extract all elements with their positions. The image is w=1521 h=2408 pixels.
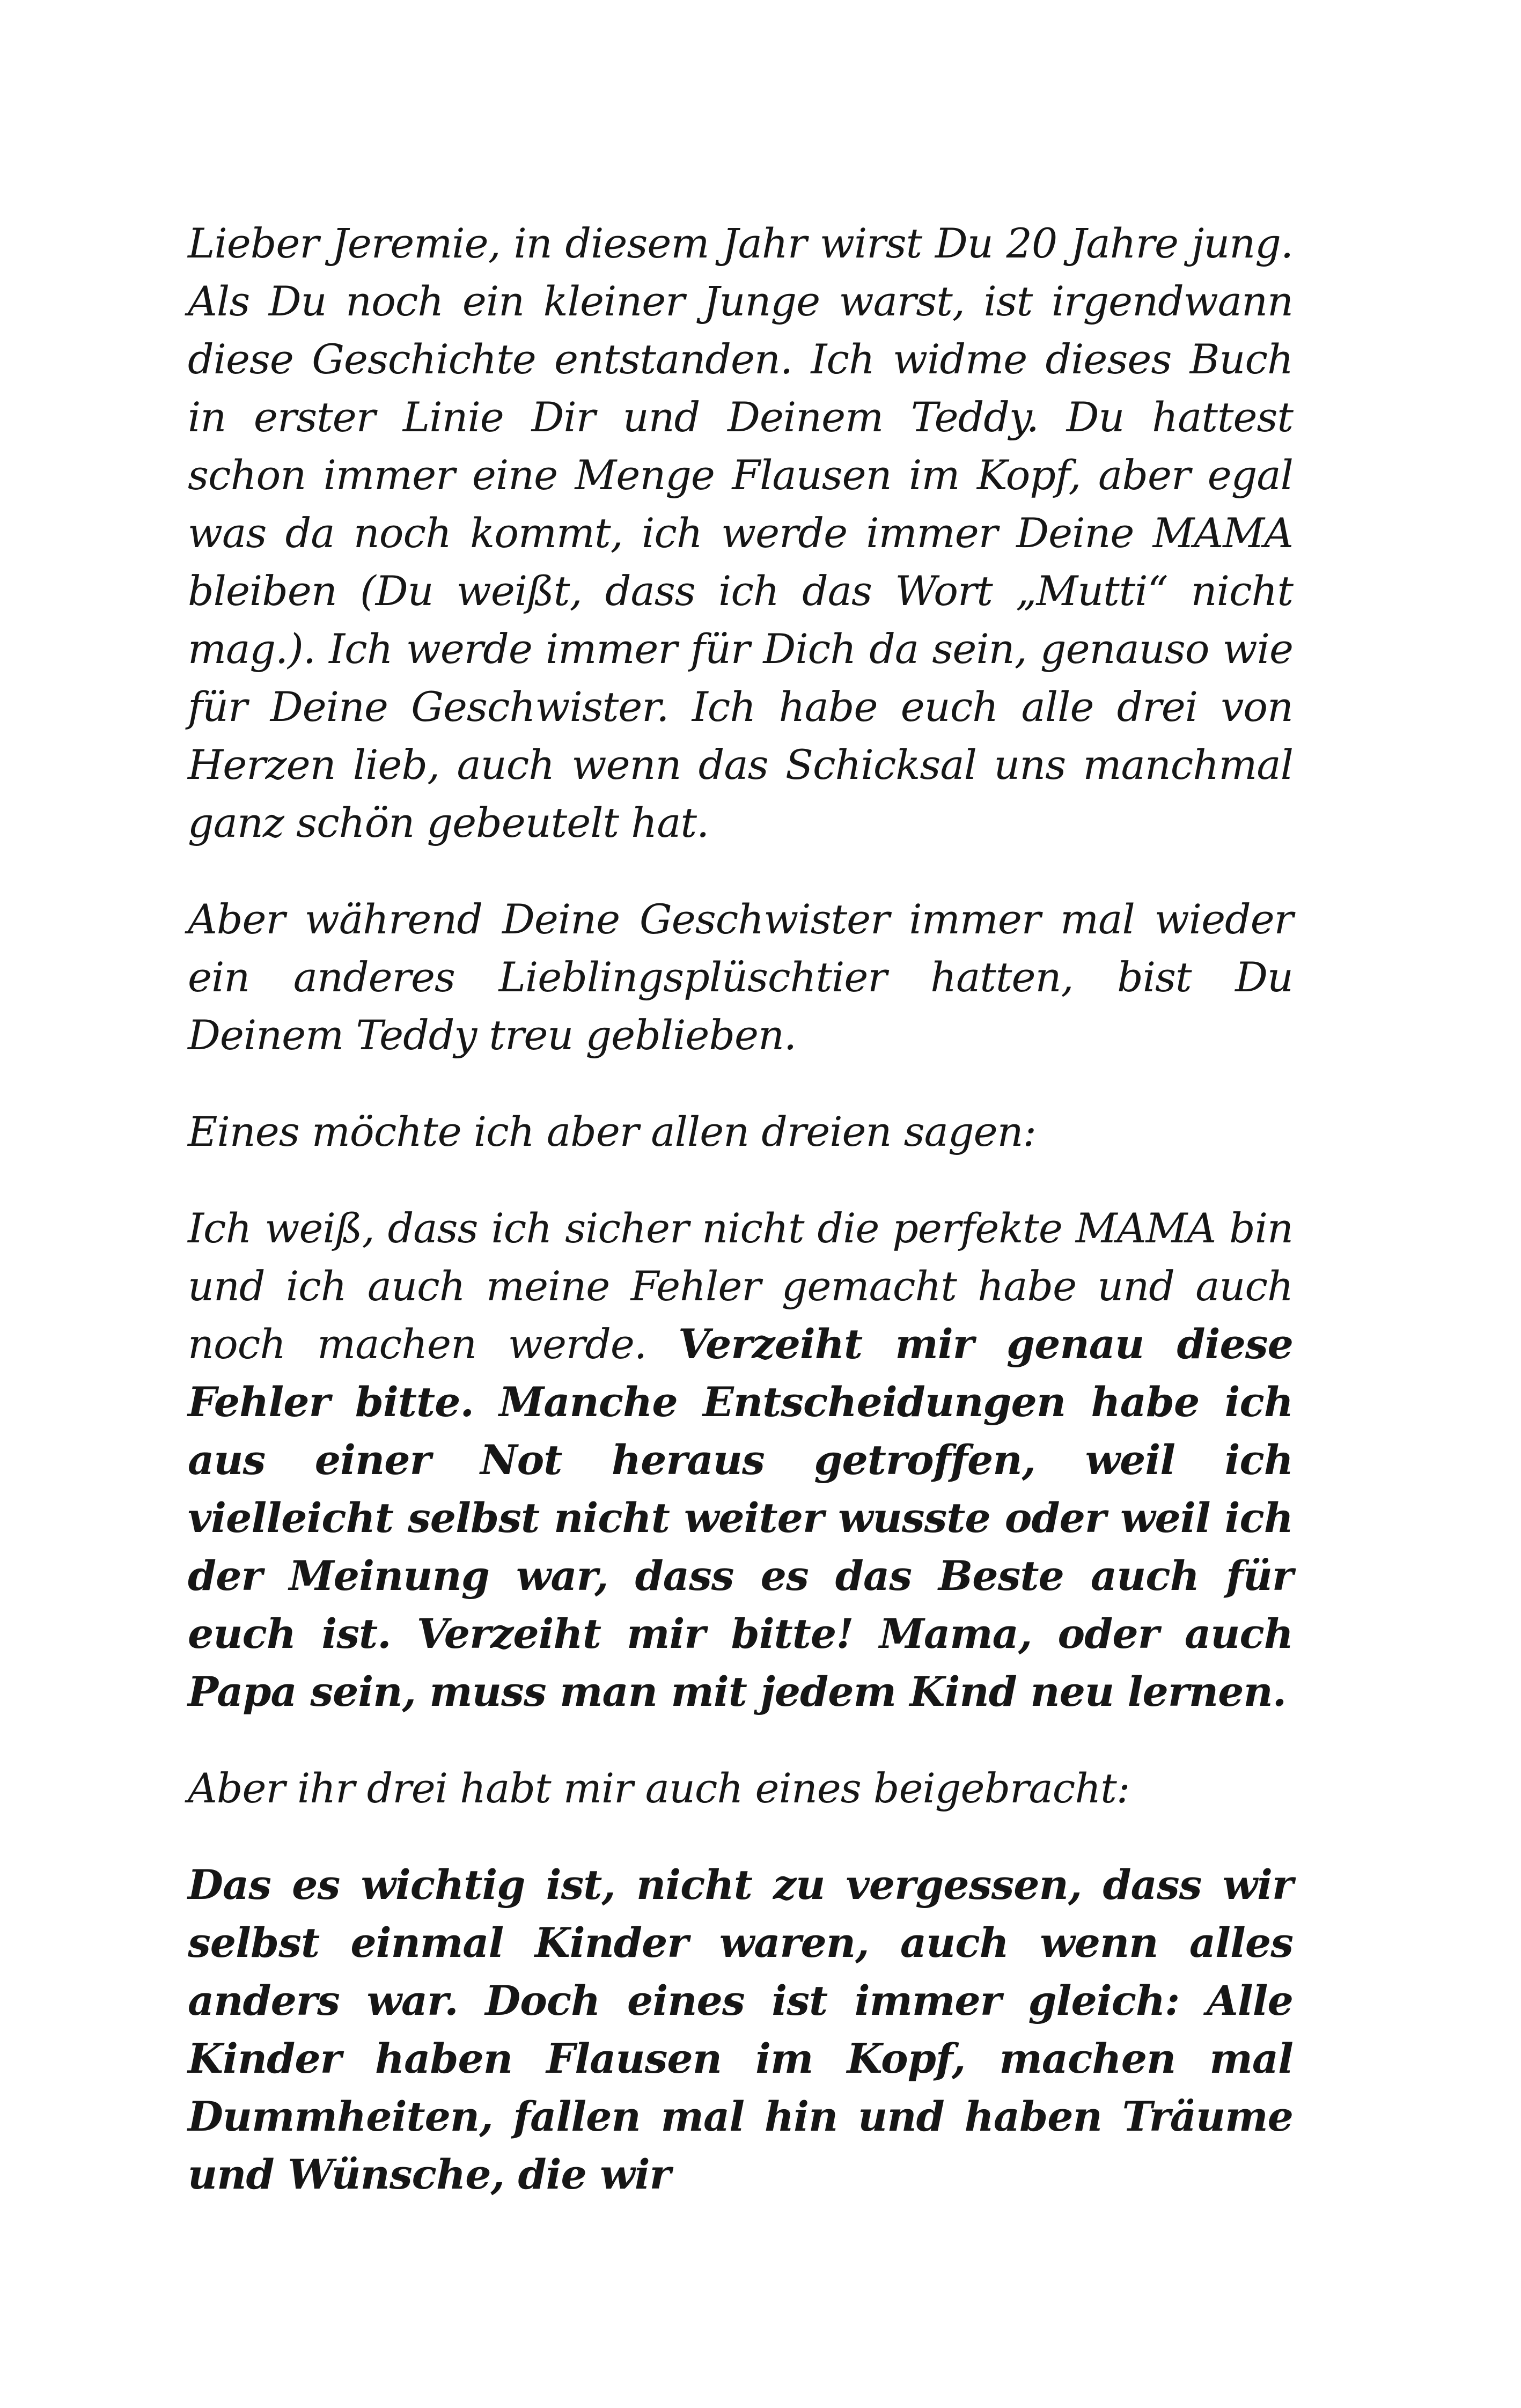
paragraph-text: Ich weiß, dass ich sicher nicht die perfekte MAMA bin und ich auch meine Fehler gemacht habe und auch noch machen werde. [188, 1204, 1293, 1368]
page-body [188, 215, 1293, 2204]
paragraph-lesson [188, 1856, 1293, 2204]
paragraph-text: Lieber Jeremie, in diesem Jahr wirst Du 20 Jahre jung. Als Du noch ein kleiner Junge warst, ist irgendwann diese Geschichte entstanden. Ich widme dieses Buch in erster Linie Dir und Deinem Teddy. Du hattest schon immer eine Menge Flausen im Kopf, aber egal was da noch kommt, ich werde immer Deine MAMA bleiben (Du weißt, dass ich das Wort „Mutti“ nicht mag.). Ich werde immer für Dich da sein, genauso wie für Deine Geschwister. Ich habe euch alle drei von Herzen lieb, auch wenn das Schicksal uns manchmal ganz schön gebeutelt hat. [188, 219, 1293, 846]
paragraph-intro-message [188, 1103, 1293, 1161]
paragraph-bold-text: Das es wichtig ist, nicht zu vergessen, dass wir selbst einmal Kinder waren, auch wenn alles anders war. Doch eines ist immer gleich: Alle Kinder haben Flausen im Kopf, machen mal Dummheiten, fallen mal hin und haben Träume und Wünsche, die wir [188, 1861, 1293, 2198]
paragraph-text: Eines möchte ich aber allen dreien sagen: [188, 1108, 1037, 1155]
paragraph-dedication [188, 215, 1293, 852]
paragraph-teddy [188, 890, 1293, 1064]
paragraph-bold-text: Verzeiht mir genau diese Fehler bitte. Manche Entscheidungen habe ich aus einer Not heraus getroffen, weil ich vielleicht selbst nicht weiter wusste oder weil ich der Meinung war, dass es das Beste auch für euch ist. Verzeiht mir bitte! Mama, oder auch Papa sein, muss man mit jedem Kind neu lernen. [188, 1320, 1293, 1715]
paragraph-text: Aber während Deine Geschwister immer mal wieder ein anderes Lieblingsplüschtier hatten, bist Du Deinem Teddy treu geblieben. [188, 895, 1293, 1059]
paragraph-apology [188, 1199, 1293, 1721]
paragraph-lesson-intro [188, 1759, 1293, 1817]
paragraph-text: Aber ihr drei habt mir auch eines beigebracht: [188, 1764, 1130, 1812]
